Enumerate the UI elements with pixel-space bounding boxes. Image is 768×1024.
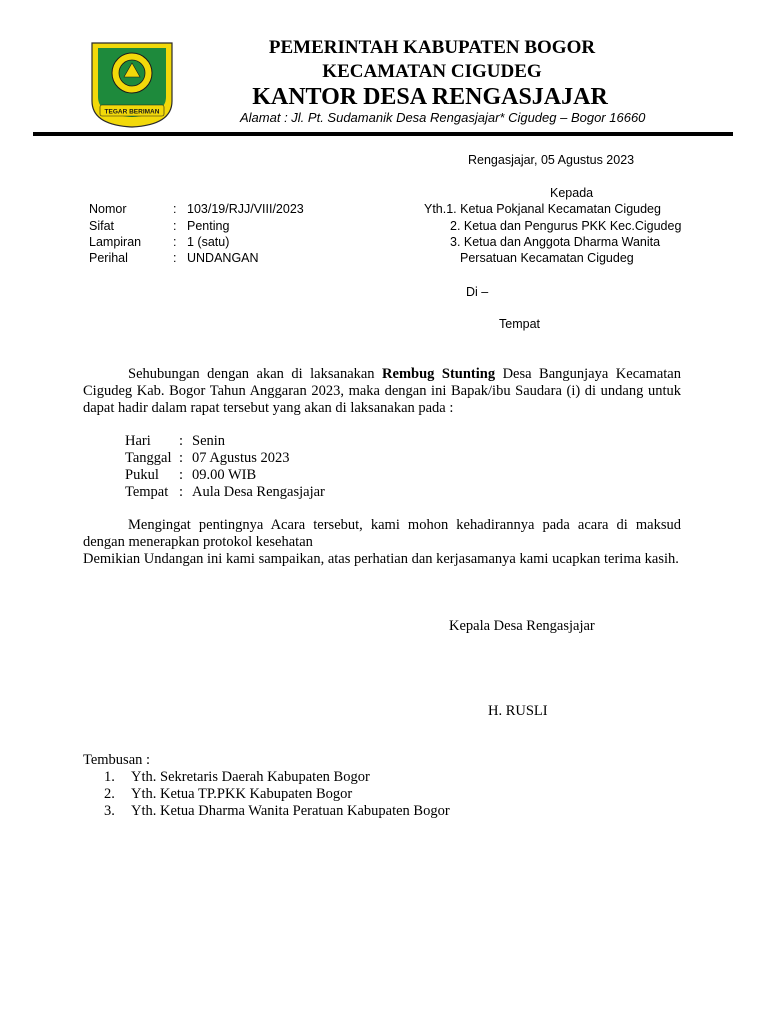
schedule-label-hari: Hari	[125, 433, 151, 449]
meta-value-perihal: UNDANGAN	[187, 251, 259, 265]
schedule-value-pukul: 09.00 WIB	[192, 467, 257, 483]
meta-sep: :	[173, 235, 177, 249]
meta-label-perihal: Perihal	[89, 251, 128, 265]
body-paragraph-invitation-pre: Sehubungan dengan akan di laksanakan	[128, 366, 383, 382]
meta-label-sifat: Sifat	[89, 219, 115, 233]
body-paragraph-protocol: Mengingat pentingnya Acara tersebut, kami mohon kehadirannya pada acara di maksud dengan menerapkan protokol kesehatan	[83, 517, 681, 550]
recipient-line-2: 2. Ketua dan Pengurus PKK Kec.Cigudeg	[450, 219, 682, 233]
meta-sep: :	[173, 219, 177, 233]
meta-sep: :	[173, 251, 177, 265]
signature-title: Kepala Desa Rengasjajar	[449, 618, 595, 634]
recipient-di: Di –	[466, 285, 489, 299]
schedule-value-hari: Senin	[192, 433, 226, 449]
meta-sep: :	[173, 202, 177, 216]
meta-value-nomor: 103/19/RJJ/VIII/2023	[187, 202, 304, 216]
meta-value-sifat: Penting	[187, 219, 230, 233]
regency-logo	[90, 41, 174, 129]
recipient-tempat: Tempat	[499, 317, 540, 331]
schedule-value-tempat: Aula Desa Rengasjajar	[192, 484, 325, 500]
letterhead-address: Alamat : Jl. Pt. Sudamanik Desa Rengasjajar* Cigudeg – Bogor 16660	[240, 110, 646, 125]
letterhead-government: PEMERINTAH KABUPATEN BOGOR	[268, 37, 596, 58]
cc-item-number: 1.	[104, 769, 115, 785]
body-paragraph-invitation-post: Desa Bangunjaya Kecamatan Cigudeg Kab. Bogor Tahun Anggaran 2023, maka dengan ini Bapak/ibu Saudara (i) di undang untuk dapat hadir dalam rapat tersebut yang akan di laksanakan pada :	[83, 366, 681, 416]
cc-heading: Tembusan :	[83, 752, 151, 768]
cc-item-number: 3.	[104, 803, 115, 819]
schedule-label-tempat: Tempat	[125, 484, 169, 500]
schedule-sep: :	[179, 467, 184, 483]
body-paragraph-closing: Demikian Undangan ini kami sampaikan, atas perhatian dan kerjasamanya kami ucapkan terima kasih.	[83, 551, 679, 567]
recipient-line-1: Yth.1. Ketua Pokjanal Kecamatan Cigudeg	[424, 202, 661, 216]
cc-item-number: 2.	[104, 786, 115, 802]
body-paragraph-invitation	[83, 366, 681, 417]
event-name: Rembug Stunting	[382, 366, 496, 382]
letterhead-district: KECAMATAN CIGUDEG	[322, 61, 542, 82]
schedule-label-pukul: Pukul	[125, 467, 159, 483]
logo-motto-text: TEGAR BERIMAN	[104, 108, 160, 116]
cc-item: Yth. Ketua TP.PKK Kabupaten Bogor	[131, 786, 353, 802]
cc-item: Yth. Sekretaris Daerah Kabupaten Bogor	[131, 769, 370, 785]
letterhead-office: KANTOR DESA RENGASJAJAR	[252, 84, 608, 110]
schedule-sep: :	[179, 450, 184, 466]
cc-item: Yth. Ketua Dharma Wanita Peratuan Kabupaten Bogor	[131, 803, 450, 819]
letterhead-divider	[33, 132, 733, 136]
recipient-line-4: Persatuan Kecamatan Cigudeg	[460, 251, 634, 265]
meta-label-nomor: Nomor	[89, 202, 127, 216]
signature-name: H. RUSLI	[488, 703, 548, 719]
schedule-label-tanggal: Tanggal	[125, 450, 172, 466]
recipient-line-3: 3. Ketua dan Anggota Dharma Wanita	[450, 235, 661, 249]
schedule-value-tanggal: 07 Agustus 2023	[192, 450, 290, 466]
letter-date: Rengasjajar, 05 Agustus 2023	[468, 153, 635, 167]
recipient-kepada: Kepada	[550, 186, 594, 200]
schedule-sep: :	[179, 484, 184, 500]
meta-label-lampiran: Lampiran	[89, 235, 142, 249]
meta-value-lampiran: 1 (satu)	[187, 235, 230, 249]
schedule-sep: :	[179, 433, 184, 449]
